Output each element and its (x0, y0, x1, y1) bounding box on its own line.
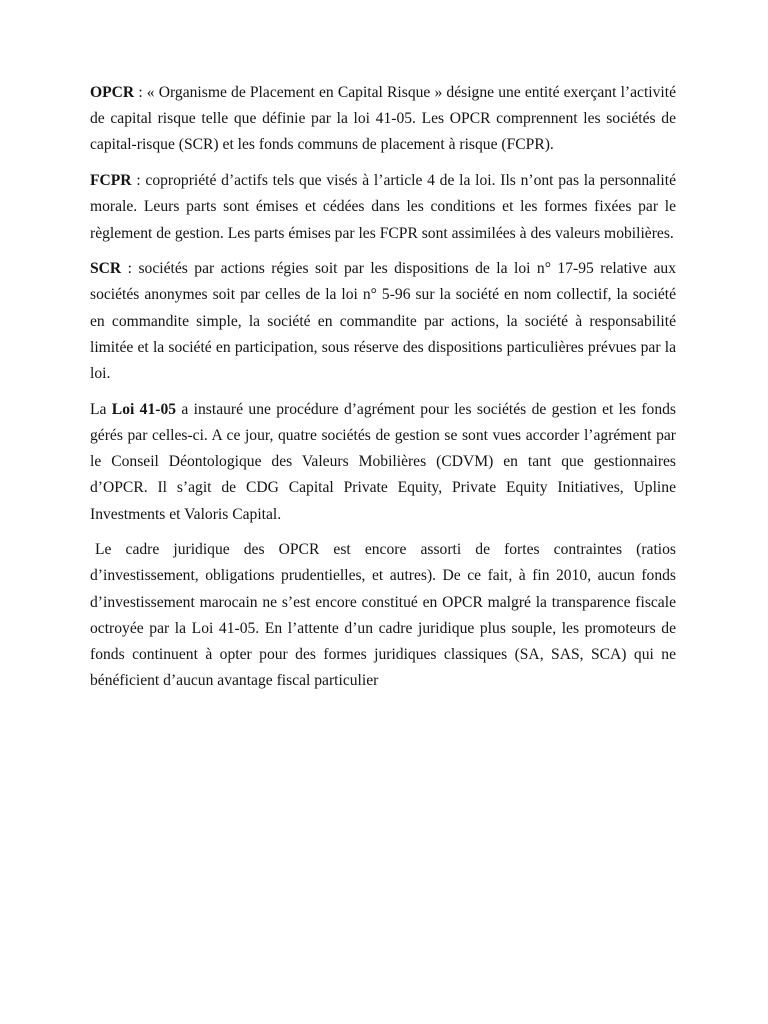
paragraph-text: : « Organisme de Placement en Capital Risque » désigne une entité exerçant l’activité de capital risque telle que définie par la loi 41-05. Les OPCR comprennent les sociétés de capital-risque (SCR) et les fonds communs de placement à risque (FCPR). (90, 84, 676, 154)
paragraph-text: : copropriété d’actifs tels que visés à l’article 4 de la loi. Ils n’ont pas la personnalité morale. Leurs parts sont émises et cédées dans les conditions et les formes fixées par le règlement de gestion. Les parts émises par les FCPR sont assimilées à des valeurs mobilières. (90, 172, 676, 242)
term-fcpr: FCPR (90, 172, 132, 190)
paragraph-loi-41-05 (90, 397, 676, 528)
paragraph-text: : sociétés par actions régies soit par les dispositions de la loi n° 17-95 relative aux sociétés anonymes soit par celles de la loi n° 5-96 sur la société en nom collectif, la société en commandite simple, la société en commandite par actions, la société à responsabilité limitée et la société en participation, sous réserve des dispositions particulières prévues par la loi. (90, 260, 676, 383)
paragraph-fcpr-definition (90, 168, 676, 247)
paragraph-lead: La (90, 400, 112, 418)
term-opcr: OPCR (90, 84, 135, 101)
term-scr: SCR (90, 260, 122, 278)
paragraph-text: Le cadre juridique des OPCR est encore assorti de fortes contraintes (ratios d’investissement, obligations prudentielles, et autres). De ce fait, à fin 2010, aucun fonds d’investissement marocain ne s’est encore constitué en OPCR malgré la transparence fiscale octroyée par la Loi 41-05. En l’attente d’un cadre juridique plus souple, les promoteurs de fonds continuent à opter pour des formes juridiques classiques (SA, SAS, SCA) qui ne bénéficient d’aucun avantage fiscal particulier (90, 541, 676, 690)
paragraph-cadre-juridique (90, 537, 676, 694)
term-loi-41-05: Loi 41-05 (111, 400, 177, 418)
paragraph-scr-definition (90, 256, 676, 387)
document-page (90, 80, 676, 704)
paragraph-text: a instauré une procédure d’agrément pour les sociétés de gestion et les fonds gérés par celles-ci. A ce jour, quatre sociétés de gestion se sont vues accorder l’agrément par le Conseil Déontologique des Valeurs Mobilières (CDVM) en tant que gestionnaires d’OPCR. Il s’agit de CDG Capital Private Equity, Private Equity Initiatives, Upline Investments et Valoris Capital. (90, 400, 676, 523)
paragraph-opcr-definition (90, 80, 676, 159)
